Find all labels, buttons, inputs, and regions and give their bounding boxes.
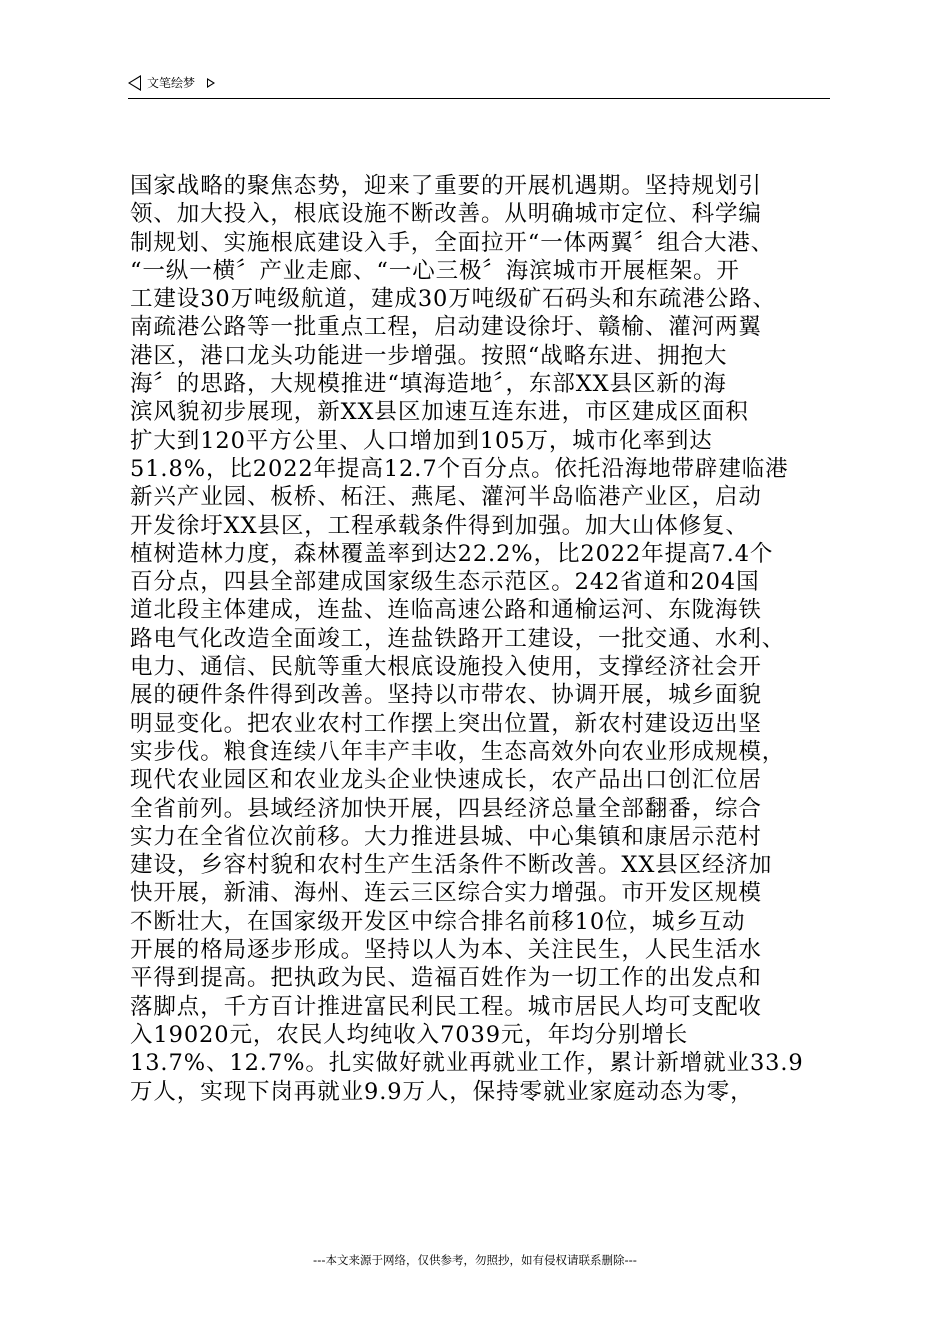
body-line: “一纵一横〞产业走廊、“一心三极〞海滨城市开展框架。开 bbox=[130, 257, 740, 284]
triangle-right-icon bbox=[207, 78, 215, 88]
header-title: 文笔绘梦 bbox=[147, 76, 196, 90]
body-line: 不断壮大，在国家级开发区中综合排名前移10位，城乡互动 bbox=[130, 908, 746, 935]
body-line: 全省前列。县域经济加快开展，四县经济总量全部翻番，综合 bbox=[130, 795, 762, 822]
body-line: 百分点，四县全部建成国家级生态示范区。242省道和204国 bbox=[130, 569, 760, 596]
body-line: 道北段主体建成，连盐、连临高速公路和通榆运河、东陇海铁 bbox=[130, 597, 762, 624]
page-header bbox=[128, 74, 830, 99]
body-line: 平得到提高。把执政为民、造福百姓作为一切工作的出发点和 bbox=[130, 965, 762, 992]
body-line: 实步伐。粮食连续八年丰产丰收，生态高效外向农业形成规模， bbox=[130, 738, 786, 765]
body-line: 建设，乡容村貌和农村生产生活条件不断改善。XX县区经济加 bbox=[130, 852, 773, 879]
body-line: 领、加大投入，根底设施不断改善。从明确城市定位、科学编 bbox=[130, 201, 762, 228]
body-line: 国家战略的聚焦态势，迎来了重要的开展机遇期。坚持规划引 bbox=[130, 173, 762, 199]
body-line: 路电气化改造全面竣工，连盐铁路开工建设，一批交通、水利、 bbox=[130, 625, 786, 652]
body-line: 13.7%、12.7%。扎实做好就业再就业工作，累计新增就业33.9 bbox=[130, 1050, 804, 1077]
footer-notice: ---本文来源于网络，仅供参考，勿照抄，如有侵权请联系删除--- bbox=[313, 1253, 637, 1267]
body-line: 植树造林力度，森林覆盖率到达22.2%，比2022年提高7.4个 bbox=[130, 540, 774, 567]
body-line: 制规划、实施根底建设入手，全面拉开“一体两翼〞组合大港、 bbox=[130, 229, 775, 256]
body-line: 明显变化。把农业农村工作摆上突出位置，新农村建设迈出坚 bbox=[130, 710, 762, 737]
body-line: 开展的格局逐步形成。坚持以人为本、关注民生，人民生活水 bbox=[130, 937, 762, 964]
header-brand bbox=[128, 74, 830, 92]
body-text bbox=[130, 172, 830, 1106]
body-line: 万人，实现下岗再就业9.9万人，保持零就业家庭动态为零， bbox=[130, 1078, 754, 1105]
body-line: 电力、通信、民航等重大根底设施投入使用，支撑经济社会开 bbox=[130, 654, 762, 681]
body-line: 港区，港口龙头功能进一步增强。按照“战略东进、拥抱大 bbox=[130, 342, 728, 369]
body-line: 扩大到120平方公里、人口增加到105万，城市化率到达 bbox=[130, 427, 713, 454]
body-line: 入19020元，农民人均纯收入7039元，年均分别增长 bbox=[130, 1021, 689, 1048]
body-line: 51.8%，比2022年提高12.7个百分点。依托沿海地带辟建临港 bbox=[130, 455, 789, 482]
body-line: 开发徐圩XX县区，工程承载条件得到加强。加大山体修复、 bbox=[130, 512, 749, 539]
body-line: 南疏港公路等一批重点工程，启动建设徐圩、赣榆、灌河两翼 bbox=[130, 314, 762, 341]
body-line: 新兴产业园、板桥、柘汪、燕尾、灌河半岛临港产业区，启动 bbox=[130, 484, 762, 511]
triangle-left-icon bbox=[128, 75, 141, 91]
body-line: 落脚点，千方百计推进富民利民工程。城市居民人均可支配收 bbox=[130, 993, 762, 1020]
body-line: 工建设30万吨级航道，建成30万吨级矿石码头和东疏港公路、 bbox=[130, 286, 776, 313]
body-line: 海〞的思路，大规模推进“填海造地〞，东部XX县区新的海 bbox=[130, 371, 727, 398]
body-line: 滨风貌初步展现，新XX县区加速互连东进，市区建成区面积 bbox=[130, 399, 749, 426]
body-line: 展的硬件条件得到改善。坚持以市带农、协调开展，城乡面貌 bbox=[130, 682, 762, 709]
body-line: 实力在全省位次前移。大力推进县城、中心集镇和康居示范村 bbox=[130, 823, 762, 850]
body-line: 快开展，新浦、海州、连云三区综合实力增强。市开发区规模 bbox=[130, 880, 762, 907]
body-line: 现代农业园区和农业龙头企业快速成长，农产品出口创汇位居 bbox=[130, 767, 762, 794]
